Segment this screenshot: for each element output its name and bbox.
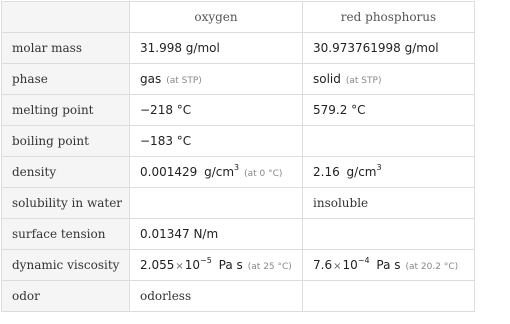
oxygen-boiling-point: −183 °C	[130, 126, 303, 157]
table-row	[2, 126, 475, 157]
column-header-oxygen: oxygen	[130, 2, 303, 33]
oxygen-solubility	[130, 188, 303, 219]
phosphorus-density-exponent: 3	[376, 163, 382, 172]
oxygen-viscosity-times: ×	[175, 261, 184, 272]
phosphorus-surface-tension	[303, 219, 475, 250]
oxygen-viscosity-note: (at 25 °C)	[247, 262, 292, 272]
properties-table	[1, 1, 475, 312]
phosphorus-density-value: 2.16	[313, 165, 340, 179]
row-label-solubility: solubility in water	[2, 188, 130, 219]
row-label-density: density	[2, 157, 130, 188]
table-row	[2, 157, 475, 188]
table-row	[2, 250, 475, 281]
phosphorus-viscosity-times: ×	[333, 261, 342, 272]
oxygen-viscosity-cell	[130, 250, 303, 281]
phosphorus-phase-note: (at STP)	[345, 76, 382, 86]
oxygen-density-unit: g/cm	[204, 165, 235, 179]
oxygen-phase-note: (at STP)	[166, 76, 202, 86]
phosphorus-phase-cell	[303, 64, 475, 95]
oxygen-density-value: 0.001429	[140, 165, 198, 179]
table-row	[2, 219, 475, 250]
phosphorus-boiling-point	[303, 126, 475, 157]
row-label-molar-mass: molar mass	[2, 33, 130, 64]
column-header-red-phosphorus: red phosphorus	[303, 2, 475, 33]
phosphorus-viscosity-base: 10	[342, 258, 358, 272]
oxygen-density-exponent: 3	[234, 163, 240, 172]
oxygen-density-cell	[130, 157, 303, 188]
phosphorus-viscosity-cell	[303, 250, 475, 281]
phosphorus-viscosity-note: (at 20.2 °C)	[405, 262, 459, 272]
phosphorus-phase: solid	[313, 72, 341, 86]
oxygen-phase: gas	[140, 72, 162, 86]
phosphorus-viscosity-exponent: −4	[357, 256, 370, 265]
row-label-boiling-point: boiling point	[2, 126, 130, 157]
header-row	[2, 2, 475, 33]
phosphorus-molar-mass: 30.973761998 g/mol	[303, 33, 475, 64]
oxygen-viscosity-unit: Pa s	[218, 258, 243, 272]
phosphorus-density-cell	[303, 157, 475, 188]
phosphorus-solubility: insoluble	[303, 188, 475, 219]
phosphorus-odor	[303, 281, 475, 312]
table-row	[2, 33, 475, 64]
oxygen-phase-cell	[130, 64, 303, 95]
oxygen-viscosity-base: 10	[184, 258, 201, 272]
table-row	[2, 64, 475, 95]
table-row	[2, 95, 475, 126]
oxygen-density-note: (at 0 °C)	[244, 169, 283, 179]
row-label-odor: odor	[2, 281, 130, 312]
phosphorus-viscosity-unit: Pa s	[376, 258, 401, 272]
oxygen-molar-mass: 31.998 g/mol	[130, 33, 303, 64]
row-label-phase: phase	[2, 64, 130, 95]
row-label-surface-tension: surface tension	[2, 219, 130, 250]
phosphorus-density-unit: g/cm	[346, 165, 377, 179]
corner-cell	[2, 2, 130, 33]
row-label-viscosity: dynamic viscosity	[2, 250, 130, 281]
oxygen-melting-point: −218 °C	[130, 95, 303, 126]
oxygen-odor: odorless	[130, 281, 303, 312]
table-row	[2, 281, 475, 312]
row-label-melting-point: melting point	[2, 95, 130, 126]
oxygen-surface-tension: 0.01347 N/m	[130, 219, 303, 250]
oxygen-viscosity-mantissa: 2.055	[140, 258, 175, 272]
phosphorus-melting-point: 579.2 °C	[303, 95, 475, 126]
oxygen-viscosity-exponent: −5	[200, 256, 212, 265]
table-row	[2, 188, 475, 219]
phosphorus-viscosity-mantissa: 7.6	[313, 258, 333, 272]
